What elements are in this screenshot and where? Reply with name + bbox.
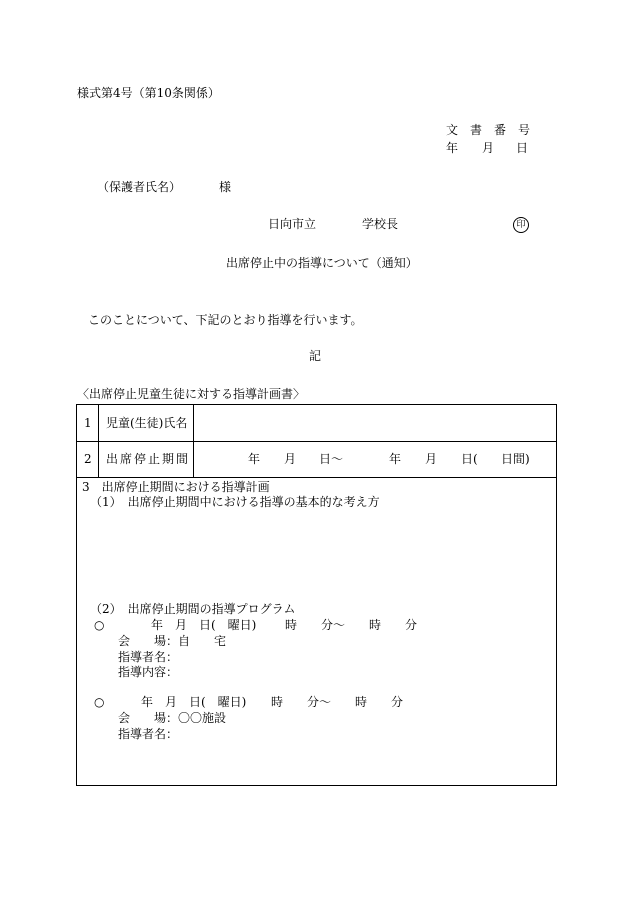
row2-number: 2 <box>84 452 92 466</box>
sender-principal: 学校長 <box>362 217 399 231</box>
guardian-name-label: （保護者氏名） <box>97 180 182 194</box>
row1-label: 児童(生徒)氏名 <box>106 416 188 430</box>
date-month: 月 <box>482 141 495 155</box>
section3-heading: 3 出席停止期間における指導計画 <box>82 480 270 494</box>
period-day-from: 日～ <box>319 452 344 466</box>
column-divider <box>98 405 99 477</box>
program1-instructor: 指導者名： <box>118 650 179 664</box>
date-day: 日 <box>516 141 529 155</box>
period-day-to: 日( <box>461 452 478 466</box>
period-year-to: 年 <box>389 452 402 466</box>
program2-instructor: 指導者名： <box>118 727 179 741</box>
ki-heading: 記 <box>309 349 322 363</box>
row1-number: 1 <box>84 416 92 430</box>
venue-label: 会 場： <box>118 634 179 648</box>
date-year: 年 <box>446 141 459 155</box>
section3-item1: （1） 出席停止期間中における指導の基本的な考え方 <box>90 495 380 509</box>
program1-date: 年 月 日( 曜日) <box>151 618 257 632</box>
document-subject: 出席停止中の指導について（通知） <box>226 256 418 270</box>
row-divider <box>77 477 556 478</box>
row2-label: 出席停止期間 <box>106 452 191 466</box>
honorific: 様 <box>219 180 232 194</box>
plan-table <box>76 404 557 786</box>
period-days: 日間) <box>501 452 530 466</box>
section3-item2: （2） 出席停止期間の指導プログラム <box>90 602 296 616</box>
program2-venue <box>118 711 226 725</box>
row-divider <box>77 441 556 442</box>
form-label: 様式第4号（第10条関係） <box>77 86 220 100</box>
sender-city-school: 日向市立 <box>268 217 317 231</box>
period-month-to: 月 <box>425 452 438 466</box>
program2-bullet: ○ <box>94 695 105 709</box>
program2-time: 時 分～ 時 分 <box>271 695 404 709</box>
period-month: 月 <box>284 452 297 466</box>
venue-value: 自 宅 <box>178 634 227 648</box>
plan-title: 〈出席停止児童生徒に対する指導計画書〉 <box>77 387 306 401</box>
venue-label: 会 場： <box>118 711 179 725</box>
program1-bullet: ○ <box>94 618 105 632</box>
program1-content: 指導内容： <box>118 665 179 679</box>
program1-time: 時 分～ 時 分 <box>285 618 418 632</box>
period-year: 年 <box>248 452 261 466</box>
body-text: このことについて、下記のとおり指導を行います。 <box>88 313 363 327</box>
seal-mark <box>513 216 529 233</box>
program1-venue <box>118 634 226 648</box>
program2-date: 年 月 日( 曜日) <box>141 695 247 709</box>
venue-value: 〇〇施設 <box>178 711 227 725</box>
column-divider <box>193 405 194 477</box>
seal-icon: 印 <box>513 217 529 233</box>
document-number-label: 文 書 番 号 <box>446 123 531 137</box>
